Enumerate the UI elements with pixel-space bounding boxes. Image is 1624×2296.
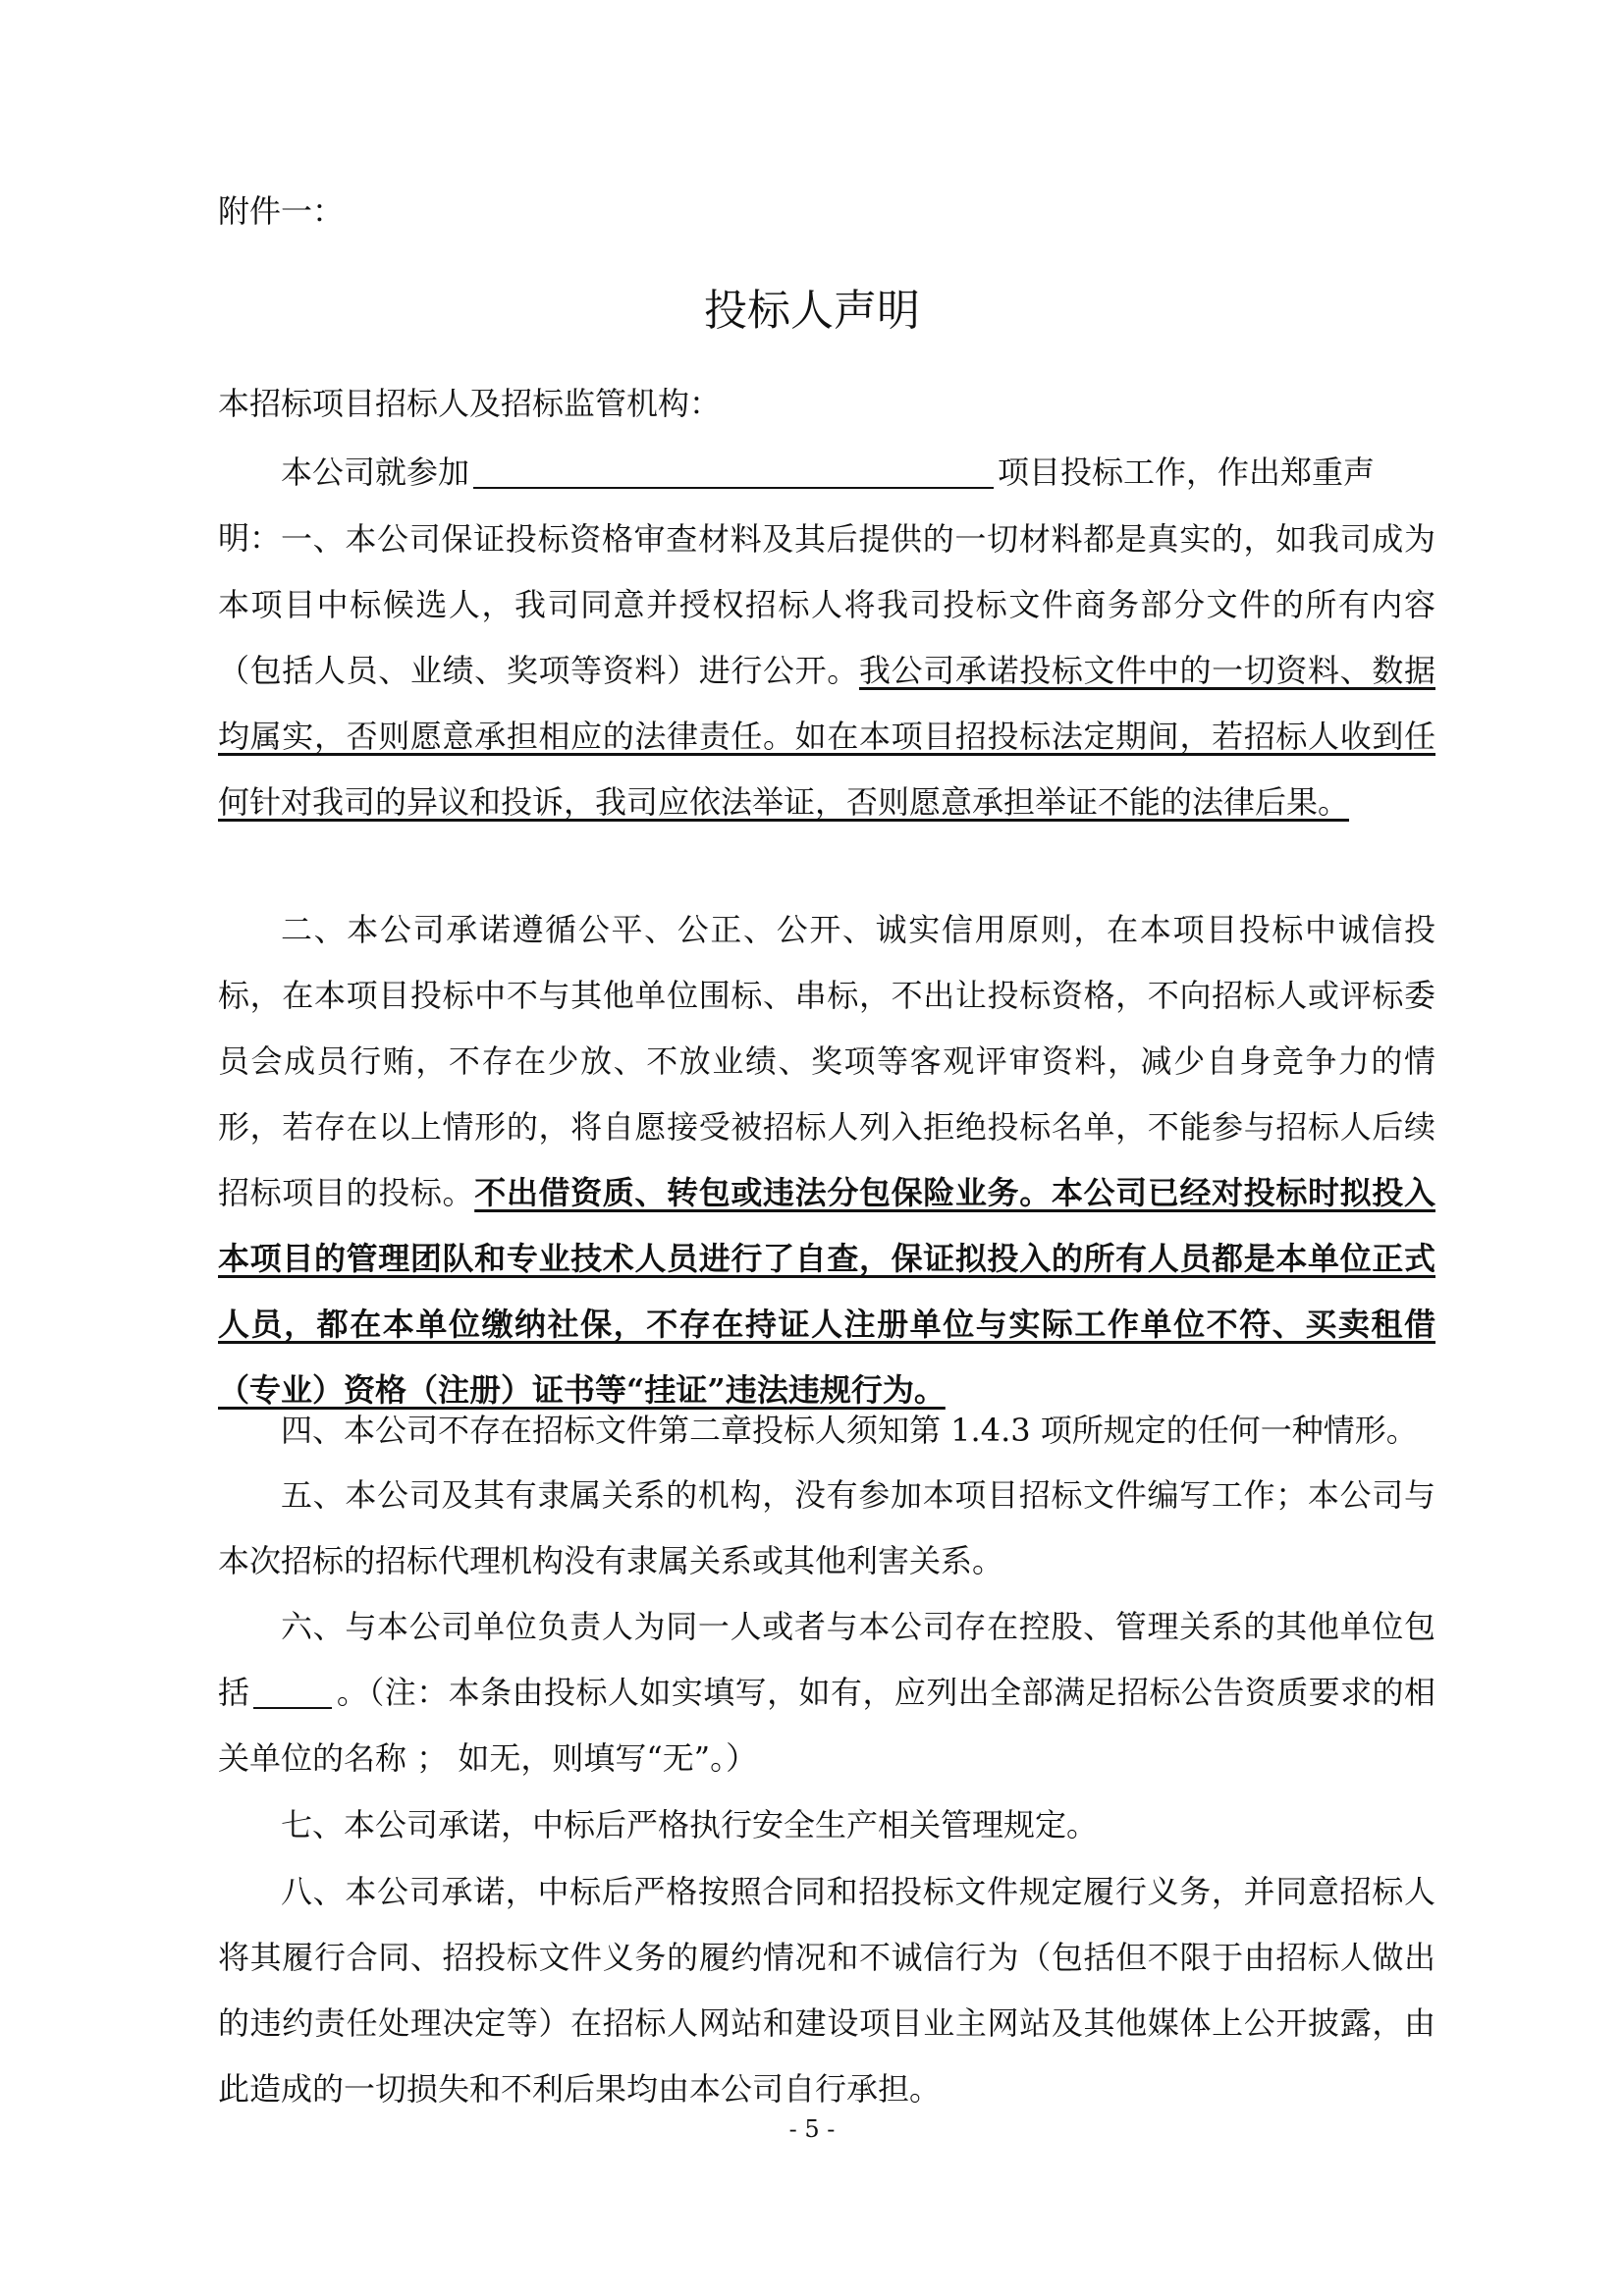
- paragraph-2-bold-underlined: 不出借资质、转包或违法分包保险业务。本公司已经对投标时拟投入本项目的管理团队和专业技术人员进行了自查，保证拟投入的所有人员都是本单位正式人员，都在本单位缴纳社保，不存在持证人注册单位与实际工作单位不符、买卖租借（专业）资格（注册）证书等“挂证”违法违规行为。: [218, 1174, 1435, 1409]
- intro-after: 项目投标工作，作出郑重声明：: [218, 454, 1376, 557]
- paragraph-2: [218, 897, 1435, 1423]
- paragraph-6-before: 六、与本公司单位负责人为同一人或者与本公司存在控股、管理关系的其他单位包括: [218, 1608, 1435, 1711]
- paragraph-1-underlined: 我公司承诺投标文件中的一切资料、数据均属实，否则愿意承担相应的法律责任。如在本项目招投标法定期间，若招标人收到任何针对我司的异议和投诉，我司应依法举证，否则愿意承担举证不能的法律后果。: [218, 652, 1435, 821]
- page-number: - 5 -: [788, 2115, 836, 2143]
- paragraph-4: 四、本公司不存在招标文件第二章投标人须知第 1.4.3 项所规定的任何一种情形。: [281, 1412, 1418, 1449]
- intro-before: 本公司就参加: [281, 454, 470, 491]
- annex-label: 附件一：: [218, 192, 345, 230]
- project-name-blank[interactable]: [473, 454, 994, 489]
- paragraph-5: 五、本公司及其有隶属关系的机构，没有参加本项目招标文件编写工作；本公司与本次招标的招标代理机构没有隶属关系或其他利害关系。: [218, 1476, 1435, 1579]
- addressee-line: 本招标项目招标人及招标监管机构：: [218, 385, 722, 422]
- paragraph-6-after: 。（注：本条由投标人如实填写，如有，应列出全部满足招标公告资质要求的相关单位的名称 ； 如无，则填写“无”。）: [218, 1674, 1435, 1777]
- page-title: 投标人声明: [704, 286, 920, 336]
- paragraph-1: [218, 507, 1435, 835]
- paragraph-7: 七、本公司承诺，中标后严格执行安全生产相关管理规定。: [281, 1806, 1099, 1843]
- paragraph-8: 八、本公司承诺，中标后严格按照合同和招投标文件规定履行义务，并同意招标人将其履行合同、招投标文件义务的履约情况和不诚信行为（包括但不限于由招标人做出的违约责任处理决定等）在招标人网站和建设项目业主网站及其他媒体上公开披露，由此造成的一切损失和不利后果均由本公司自行承担。: [218, 1873, 1435, 2108]
- paragraph-2-text: 二、本公司承诺遵循公平、公正、公开、诚实信用原则，在本项目投标中诚信投标，在本项目投标中不与其他单位围标、串标，不出让投标资格，不向招标人或评标委员会成员行贿，不存在少放、不放业绩、奖项等客观评审资料，减少自身竞争力的情形，若存在以上情形的，将自愿接受被招标人列入拒绝投标名单，不能参与招标人后续招标项目的投标。: [218, 911, 1435, 1211]
- paragraph-1-text: 一、本公司保证投标资格审查材料及其后提供的一切材料都是真实的，如我司成为本项目中标候选人，我司同意并授权招标人将我司投标文件商务部分文件的所有内容（包括人员、业绩、奖项等资料）进行公开。: [218, 520, 1435, 689]
- affiliated-units-blank[interactable]: [253, 1674, 332, 1709]
- paragraph-6: [218, 1594, 1435, 1791]
